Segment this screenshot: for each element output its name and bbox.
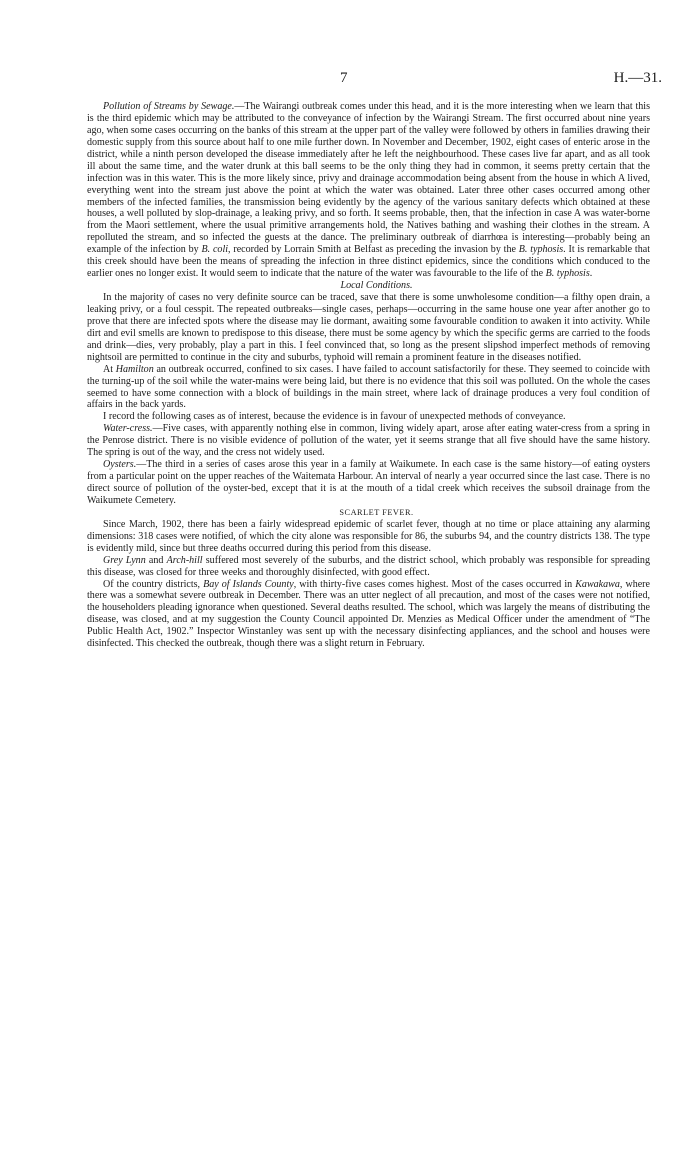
- bay-of-islands-paragraph: [87, 579, 650, 651]
- pollution-text-c: . It is remarkable that this creek should have been the means of spreading the infection in three distinct epidemics, since the conditions which conduced to the earlier ones no longer exist. It would seem to indicate that the nature of the water was favourable to the life of the: [87, 244, 651, 280]
- watercress-paragraph: [87, 423, 650, 459]
- bay-text-a: , with thirty-five cases comes highest. Most of the cases occurred in: [293, 578, 576, 590]
- hamilton-text: an outbreak occurred, confined to six cases. I have failed to account satisfactorily for these. They seemed to coincide with the turning-up of the soil while the water-mains were being laid, but there is no evidence that this soil was polluted. On the whole the cases seemed to have some connection with a block of buildings in the main street, where lack of drainage produces a very foul condition of affairs in the back yards.: [87, 363, 650, 411]
- arch-hill-place: Arch-hill: [166, 554, 203, 566]
- watercress-text: —Five cases, with apparently nothing else in common, living widely apart, arose after eating water-cress from a spring in the Penrose district. There is no visible evidence of pollution of the water, yet it seems strange that all five should have the same history. The spring is out of the way, and the cress not widely used.: [87, 423, 650, 459]
- hamilton-place: Hamilton: [115, 363, 154, 375]
- oysters-text: —The third in a series of cases arose this year in a family at Waikumete. In each case is the same history—of eating oysters from a particular point on the upper reaches of the Waitemata Harbour. An interval of nearly a year occurred since the last case. There is no direct source of pollution of the oyster-bed, except that it is at the mouth of a tidal creek which receives the subsoil drainage from the Waikumete Cemetery.: [87, 459, 650, 506]
- page-number: 7: [340, 70, 348, 86]
- local-conditions-paragraph: In the majority of cases no very definite source can be traced, save that there is some unwholesome condition—a filthy open drain, a leaking privy, or a foul cesspit. The repeated outbreaks—single cases, perhaps—occurring in the same house one year after another go to prove that there are infected spots where the disease may lie dormant, awaiting some favourable condition to awaken it into activity. While dirt and evil smells are known to predispose to this disease, there must be some agency by which the specific germs are carried to the foods and drink—dies, very probably, play a part in this. I feel convinced that, so long as the present slipshod imperfect methods of removing nightsoil are permitted to continue in the city and suburbs, typhoid will remain a prominent feature in the diseases notified.: [87, 292, 650, 363]
- bay-text-b: , where there was a somewhat severe outbreak in December. There was an utter neglect of all precaution, and most of the cases were not notified, the householders pleading ignorance when questioned. Several deaths resulted. The school, which was largely the means of distributing the disease, was closed, and at my suggestion the County Council appointed Dr. Menzies as Medical Officer under the amendment of “The Public Health Act, 1902.” Inspector Winstanley was sent up with the necessary disinfecting appliances, and the school and houses were disinfected. This checked the outbreak, though there was a slight return in February.: [87, 578, 650, 650]
- body-text: [87, 101, 650, 650]
- pollution-italic-1: B. coli: [201, 244, 229, 256]
- watercress-lead: Water-cress.: [103, 423, 153, 435]
- pollution-lead: Pollution of Streams by Sewage.: [103, 101, 235, 112]
- scarlet-fever-heading: SCARLET FEVER.: [339, 507, 414, 517]
- pollution-text-a: —The Wairangi outbreak comes under this head, and it is the more interesting when we learn that this is the third epidemic which may be attributed to the conveyance of infection by the Wairangi Stream. The first occurred about nine years ago, when some cases occurring on the banks of this stream at the upper part of the valley were followed by others in families drawing their domestic supply from this source about half to one mile further down. In November and December, 1902, eight cases of enteric arose in the district, while a ninth person developed the disease immediately after he left the neighbourhood. These cases live far apart, and as all took ill about the same time, and the water drunk at this ball seems to be the only thing they had in common, it seems pretty certain that the infection was in this water. This is the more likely since, privy and drainage accommodation being absent from the house in which A lived, everything went into the stream just above the point at which the water was obtained. Later three other cases occurred among other members of the infected families, the transmission being evidently by the agency of the various sanitary defects which obtained at these houses, a well polluted by slop-drainage, a leaking privy, and so forth. It seems probable, then, that the infection in case A was water-borne from the Maori settlement, where the usual primitive arrangements hold, the Natives bathing and washing their clothes in the stream. A repolluted the stream, and so infected the guests at the dance. The preliminary outbreak of diarrhœa is interesting—probably being an example of the infection by: [87, 101, 650, 256]
- hamilton-pre: At: [103, 363, 116, 375]
- grey-lynn-place: Grey Lynn: [103, 554, 146, 566]
- scarlet-fever-paragraph: Since March, 1902, there has been a fairly widespread epidemic of scarlet fever, though at no time or place attaining any alarming dimensions: 318 cases were notified, of which the city alone was responsible for 86, the suburbs 94, and the country districts 138. The type is evidently mild, since but three deaths occurred during this period from this disease.: [87, 518, 650, 554]
- kawakawa-place: Kawakawa: [575, 578, 620, 590]
- grey-lynn-and: and: [145, 554, 167, 566]
- hamilton-paragraph: [87, 364, 650, 412]
- grey-lynn-paragraph: [87, 555, 650, 579]
- pollution-text-b: , recorded by Lorrain Smith at Belfast as preceding the invasion by the: [228, 244, 519, 256]
- document-reference: H.—31.: [613, 70, 662, 86]
- grey-lynn-text: suffered most severely of the suburbs, and the district school, which probably was responsible for spreading this disease, was closed for three weeks and thoroughly disinfected, with good effect.: [87, 554, 650, 578]
- pollution-italic-2: B. typhosis: [518, 244, 564, 256]
- pollution-paragraph: [87, 101, 650, 280]
- bay-place: Bay of Islands County: [203, 578, 294, 590]
- oysters-lead: Oysters.: [103, 459, 137, 471]
- bay-pre: Of the country districts,: [103, 578, 204, 590]
- record-paragraph: I record the following cases as of interest, because the evidence is in favour of unexpected methods of conveyance.: [103, 411, 566, 423]
- pollution-text-d: .: [589, 268, 593, 280]
- oysters-paragraph: [87, 459, 650, 507]
- local-conditions-heading: Local Conditions.: [340, 280, 413, 292]
- pollution-italic-3: B. typhosis: [545, 268, 590, 280]
